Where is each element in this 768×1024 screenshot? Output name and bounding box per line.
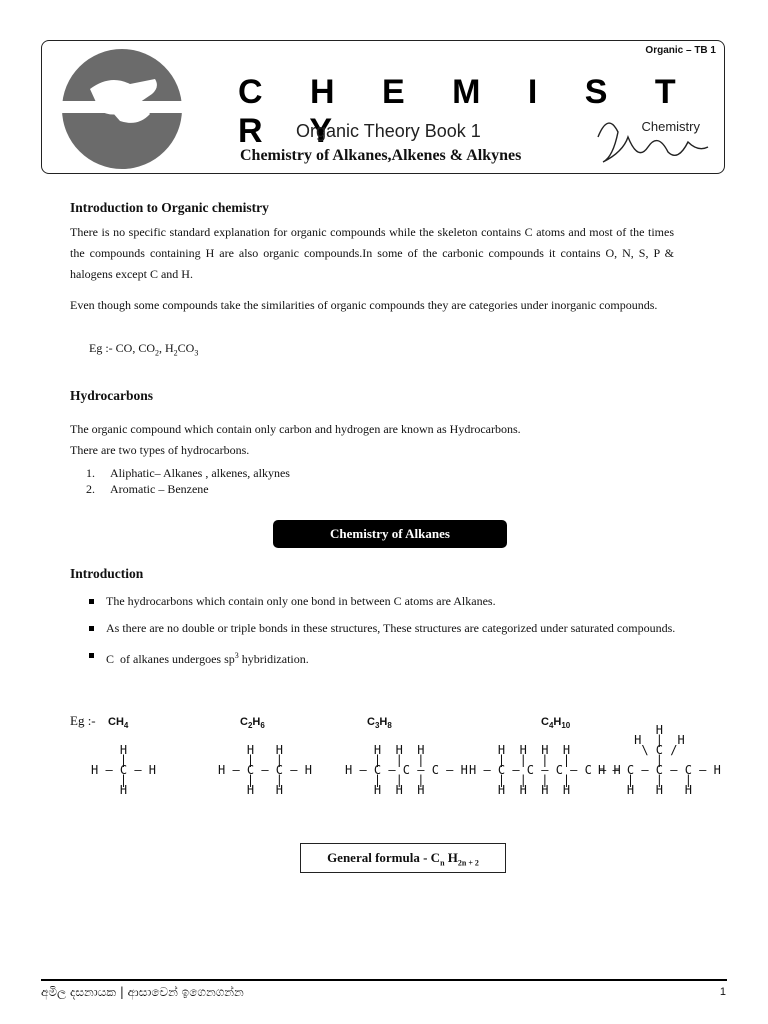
alkanes-bullet-list [86, 591, 676, 676]
list-item: 1. Aliphatic– Alkanes , alkenes, alkynes [86, 466, 290, 480]
footer-divider [41, 979, 727, 981]
topic-title: Chemistry of Alkanes,Alkenes & Alkynes [240, 147, 522, 164]
formula-c3h8: $C_3H_8$ [367, 716, 392, 731]
structure-isobutane: H H | H \ C / | H – C – C – C – H | | | H H H [598, 723, 721, 797]
list-item: C of alkanes undergoes $sp^3$ hybridization. [86, 645, 676, 670]
formula-c4h10: $C_4H_{10}$ [541, 716, 571, 731]
header-box [41, 40, 725, 174]
formula-ch4: $CH_4$ [108, 716, 129, 731]
section-heading-intro: Introduction to Organic chemistry [70, 200, 269, 215]
footer-author: අමිල දසනායක | ආසාවෙන් ඉගෙනගන්න [41, 985, 244, 999]
section-heading-introduction: Introduction [70, 566, 144, 581]
hydrocarbons-line-2: There are two types of hydrocarbons. [70, 443, 250, 457]
intro-example: Eg :- CO, $CO_2$, $H_2CO_3$ [89, 341, 199, 358]
structure-butane: H H H H | | | | H – C – C – C – C – H | | | | H H H H [469, 743, 621, 797]
general-formula-box: General formula - $C_n$ $H_{2n + 2}$ [300, 843, 506, 873]
section-banner-alkanes: Chemistry of Alkanes [273, 520, 507, 548]
structure-methane: H | H – C – H | H [91, 743, 157, 797]
list-item: As there are no double or triple bonds in these structures, These structures are categorized under saturated compounds. [86, 618, 676, 639]
doc-code: Organic – TB 1 [645, 45, 716, 56]
signature-logo-icon [588, 107, 718, 169]
hydrocarbon-types-list [86, 465, 290, 497]
page-title: C H E M I S T R Y [238, 73, 695, 150]
section-heading-hydrocarbons: Hydrocarbons [70, 388, 154, 403]
example-label: Eg :- [70, 713, 96, 728]
hydrocarbons-line-1: The organic compound which contain only carbon and hydrogen are known as Hydrocarbons. [70, 422, 521, 436]
logo-text: Chemistry [641, 119, 700, 134]
structure-propane: H H H | | | H – C – C – C – H | | | H H H [345, 743, 468, 797]
formula-c2h6: $C_2H_6$ [240, 716, 265, 731]
intro-paragraph-1: There is no specific standard explanation for organic compounds while the skeleton contains C atoms and most of the times the compounds containing H are also organic compounds.In some of the carbonic compounds it contains O, N, S, P & halogens except C and H. [70, 225, 674, 281]
intro-paragraph-2: Even though some compounds take the similarities of organic compounds they are categories under inorganic compounds. [70, 298, 658, 312]
list-item: 2. Aromatic – Benzene [86, 482, 209, 496]
handshake-logo-icon [60, 49, 184, 169]
subtitle: Organic Theory Book 1 [296, 121, 481, 141]
structure-ethane: H H | | H – C – C – H | | H H [218, 743, 312, 797]
list-item: The hydrocarbons which contain only one bond in between C atoms are Alkanes. [86, 591, 676, 612]
page-number: 1 [719, 986, 726, 998]
